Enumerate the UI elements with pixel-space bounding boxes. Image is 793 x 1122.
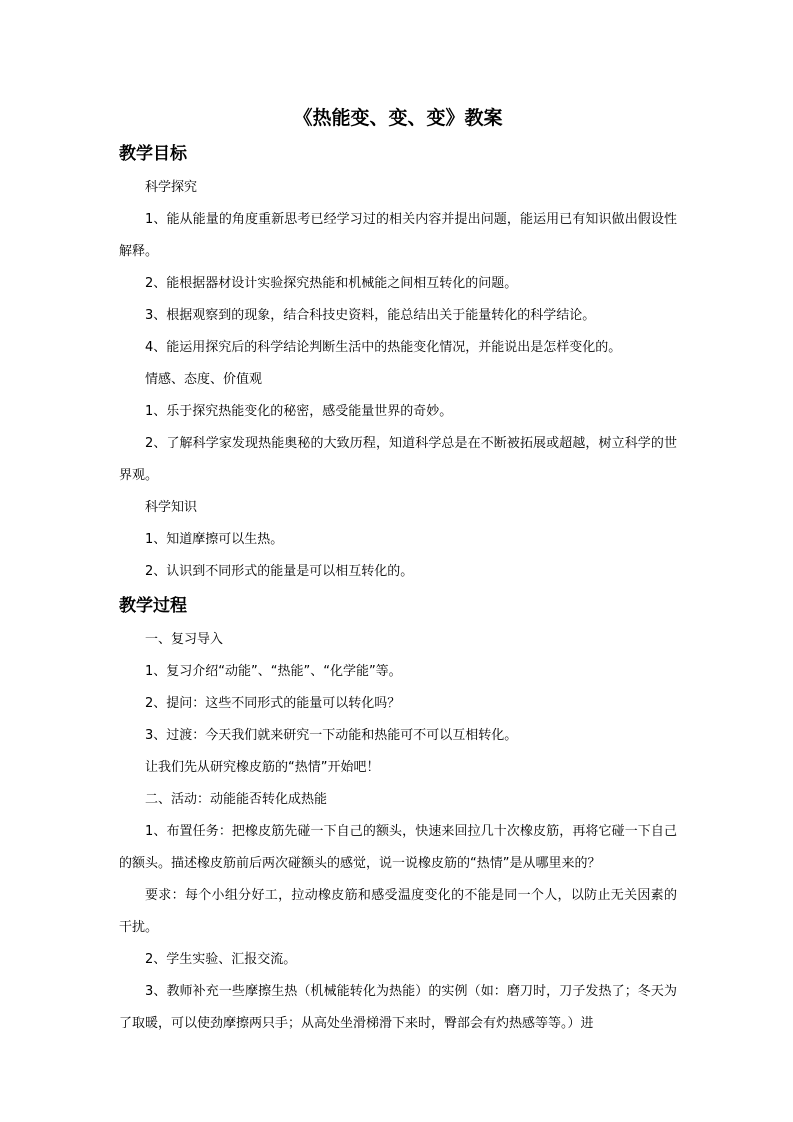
paragraph: 科学探究 bbox=[145, 180, 198, 195]
paragraph: 2、能根据器材设计实验探究热能和机械能之间相互转化的问题。 bbox=[145, 276, 518, 291]
paragraph: 2、了解科学家发现热能奥秘的大致历程，知道科学总是在不断被拓展或超越，树立科学的世界观。 bbox=[119, 436, 677, 483]
paragraph: 3、过渡：今天我们就来研究一下动能和热能可不可以互相转化。 bbox=[145, 728, 518, 743]
document-page bbox=[119, 100, 677, 1040]
paragraph: 4、能运用探究后的科学结论判断生活中的热能变化情况，并能说出是怎样变化的。 bbox=[145, 340, 622, 355]
paragraph: 科学知识 bbox=[145, 500, 198, 515]
paragraph: 一、复习导入 bbox=[145, 632, 224, 647]
paragraph: 2、学生实验、汇报交流。 bbox=[145, 952, 297, 967]
paragraph: 情感、态度、价值观 bbox=[145, 372, 263, 387]
document-title: 《热能变、变、变》教案 bbox=[293, 107, 503, 129]
paragraph: 1、布置任务：把橡皮筋先碰一下自己的额头，快速来回拉几十次橡皮筋，再将它碰一下自己的额头。描述橡皮筋前后两次碰额头的感觉，说一说橡皮筋的“热情”是从哪里来的？ bbox=[119, 824, 677, 871]
paragraph: 让我们先从研究橡皮筋的“热情”开始吧！ bbox=[145, 760, 380, 775]
paragraph: 1、复习介绍“动能”、“热能”、“化学能”等。 bbox=[145, 664, 402, 679]
paragraph: 二、活动：动能能否转化成热能 bbox=[145, 792, 328, 807]
paragraph: 3、根据观察到的现象，结合科技史资料，能总结出关于能量转化的科学结论。 bbox=[145, 308, 596, 323]
paragraph: 1、乐于探究热能变化的秘密，感受能量世界的奇妙。 bbox=[145, 404, 453, 419]
paragraph: 要求：每个小组分好工，拉动橡皮筋和感受温度变化的不能是同一个人，以防止无关因素的干扰。 bbox=[119, 888, 677, 935]
paragraph: 1、知道摩擦可以生热。 bbox=[145, 532, 284, 547]
paragraph: 1、能从能量的角度重新思考已经学习过的相关内容并提出问题，能运用已有知识做出假设性解释。 bbox=[119, 212, 677, 259]
section-heading-objectives: 教学目标 bbox=[119, 144, 187, 164]
paragraph: 3、教师补充一些摩擦生热（机械能转化为热能）的实例（如：磨刀时，刀子发热了；冬天为了取暖，可以使劲摩擦两只手；从高处坐滑梯滑下来时，臀部会有灼热感等等。）进 bbox=[119, 984, 677, 1031]
paragraph: 2、认识到不同形式的能量是可以相互转化的。 bbox=[145, 564, 414, 579]
paragraph: 2、提问：这些不同形式的能量可以转化吗？ bbox=[145, 696, 401, 711]
section-heading-process: 教学过程 bbox=[119, 596, 187, 616]
